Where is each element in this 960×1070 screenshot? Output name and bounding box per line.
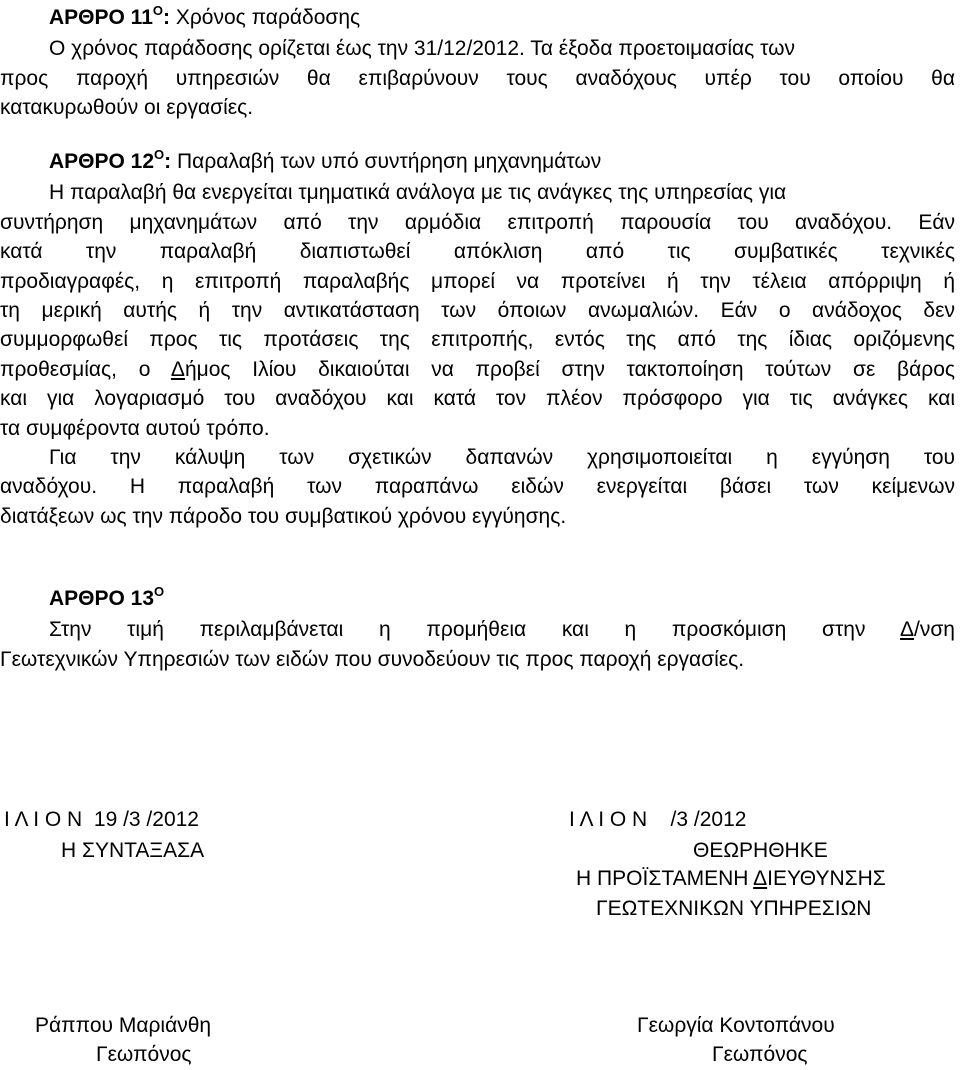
signature-left-title: Γεωπόνος [96, 1043, 192, 1066]
signature-right-title: Γεωπόνος [712, 1043, 808, 1066]
signature-right-role: ΘΕΩΡΗΘΗΚΕ [693, 839, 828, 862]
article-13-heading-sup: Ο [154, 584, 165, 599]
article-13-heading [0, 584, 955, 615]
article-12-para2-line: Για την κάλυψη των σχετικών δαπανών χρησιμοποιείται η εγγύηση του [49, 446, 955, 470]
article-12-line7-start: προθεσμίας, ο [0, 357, 171, 381]
signature-right-role2 [576, 864, 886, 894]
article-11-text-line: προς παροχή υπηρεσιών θα επιβαρύνουν τους αναδόχους υπέρ του οποίου θα [0, 66, 955, 90]
article-12-para2-line: αναδόχου. Η παραλαβή των παραπάνω ειδών ενεργείται βάσει των κείμενων [0, 475, 955, 499]
signature-left-role: Η ΣΥΝΤΑΞΑΣΑ [61, 839, 205, 862]
article-12-line7-delta: Δ [170, 357, 185, 381]
article-13 [0, 584, 955, 674]
article-13-heading-number: ΑΡΘΡΟ 13 [49, 587, 155, 610]
signature-right-role2-end: ΙΕΥΘΥΝΣΗΣ [767, 867, 886, 890]
article-12-text-line: κατά την παραλαβή διαπιστωθεί απόκλιση από τις συμβατικές τεχνικές [0, 240, 955, 264]
article-12-text-line [0, 355, 955, 384]
article-13-line1-delta: Δ [899, 618, 915, 642]
article-11 [0, 3, 955, 123]
article-12-heading-number: ΑΡΘΡΟ 12 [49, 150, 155, 173]
article-11-text-line: κατακυρωθούν οι εργασίες. [0, 96, 254, 120]
signature-right-role2-start: Η ΠΡΟΪΣΤΑΜΕΝΗ [576, 867, 754, 890]
article-13-line1-end: /νση [914, 618, 955, 642]
article-12-line7-end: ήμος Ιλίου δικαιούται να προβεί στην τακτοποίηση τούτων σε βάρος [184, 357, 955, 381]
article-12-heading-sup: Ο [154, 147, 165, 162]
signature-right-role3: ΓΕΩΤΕΧΝΙΚΩΝ ΥΠΗΡΕΣΙΩΝ [596, 897, 872, 920]
article-11-heading [0, 3, 955, 34]
article-12-text-line: τη μερική αυτής ή την αντικατάσταση των όποιων ανωμαλιών. Εάν ο ανάδοχος δεν [0, 299, 955, 323]
article-13-text-line: Γεωτεχνικών Υπηρεσιών των ειδών που συνοδεύουν τις προς παροχή εργασίες. [0, 647, 745, 671]
article-12-heading [0, 147, 955, 178]
article-13-line1-start: Στην τιμή περιλαμβάνεται η προμήθεια και η προσκόμιση στην [49, 618, 900, 642]
article-12-text-line: συντήρηση μηχανημάτων από την αρμόδια επιτροπή παρουσία του αναδόχου. Εάν [0, 210, 955, 234]
article-12-text-line: Η παραλαβή θα ενεργείται τμηματικά ανάλογα με τις ανάγκες της υπηρεσίας για [49, 181, 787, 205]
article-11-heading-colon: : [163, 6, 171, 29]
article-11-text-line: Ο χρόνος παράδοσης ορίζεται έως την 31/12/2012. Τα έξοδα προετοιμασίας των [49, 37, 796, 61]
article-13-text-line [0, 615, 955, 644]
article-12 [0, 147, 955, 531]
signature-left-date: Ι Λ Ι Ο Ν 19 /3 /2012 [4, 808, 199, 831]
article-11-heading-title: Χρόνος παράδοσης [170, 6, 361, 29]
article-12-heading-title: Παραλαβή των υπό συντήρηση μηχανημάτων [171, 150, 602, 173]
article-12-text-line: τα συμφέροντα αυτού τρόπο. [0, 416, 270, 440]
signature-right-role2-delta: Δ [753, 867, 768, 890]
signature-right-name: Γεωργία Κοντοπάνου [637, 1014, 835, 1037]
article-12-text-line: και για λογαριασμό του αναδόχου και κατά τον πλέον πρόσφορο για τις ανάγκες και [0, 387, 955, 411]
article-12-text-line: συμμορφωθεί προς τις προτάσεις της επιτροπής, εντός της από της ίδιας οριζόμενης [0, 328, 955, 352]
signature-left-name: Ράππου Μαριάνθη [35, 1014, 212, 1037]
article-11-heading-number: ΑΡΘΡΟ 11 [49, 6, 153, 29]
article-11-heading-sup: Ο [152, 3, 164, 18]
article-12-heading-colon: : [164, 150, 172, 173]
article-12-para2-line: διατάξεων ως την πάροδο του συμβατικού χρόνου εγγύησης. [0, 504, 567, 528]
article-12-text-line: προδιαγραφές, η επιτροπή παραλαβής μπορεί να προτείνει ή την τέλεια απόρριψη ή [0, 269, 955, 293]
signature-right-date: Ι Λ Ι Ο Ν /3 /2012 [569, 808, 747, 831]
